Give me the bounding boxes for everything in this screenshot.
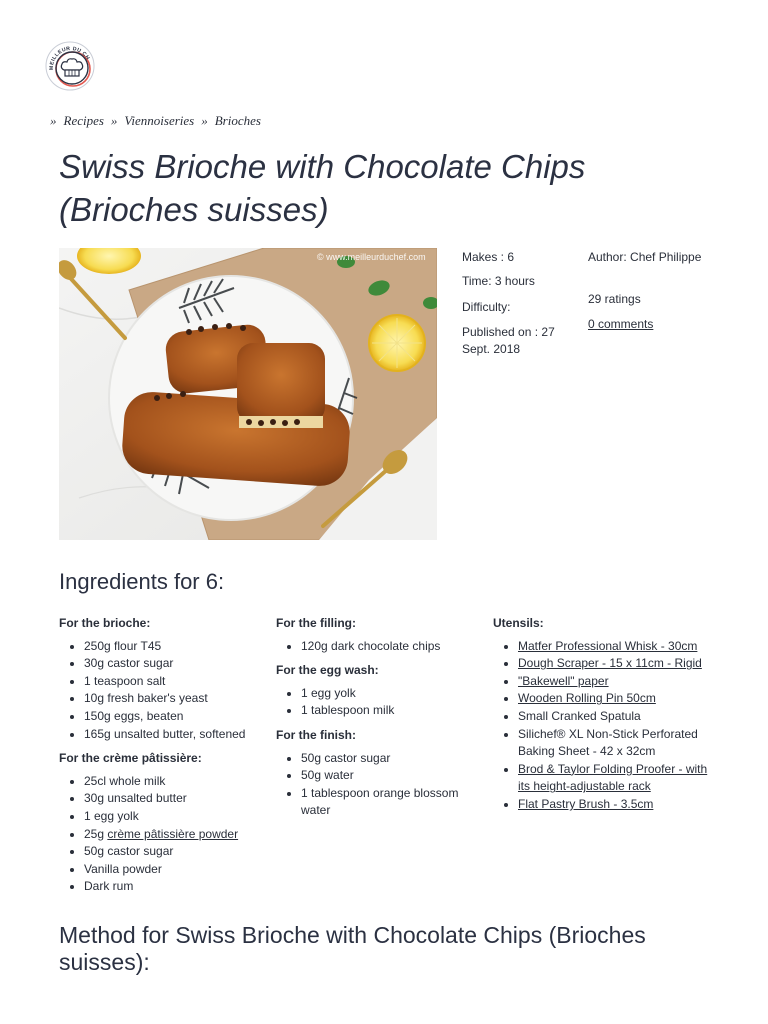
ingredient-item [301,638,486,656]
meta-ratings: 29 ratings [588,292,641,306]
ingredient-text: 1 egg yolk [301,685,356,700]
product-link[interactable]: Matfer Professional Whisk - 30cm [518,638,698,653]
ingredient-text: 1 teaspoon salt [84,673,166,688]
ingredient-text: Vanilla powder [84,861,162,876]
meta-difficulty: Difficulty: [462,300,511,314]
ingredient-group-heading: For the brioche: [59,616,151,630]
breadcrumb-separator: » [201,113,208,128]
ingredient-list [59,773,269,896]
meta-time: Time: 3 hours [462,274,535,288]
ingredient-group-heading: For the finish: [276,727,356,742]
chef-hat-icon [44,40,96,92]
ingredient-item [84,690,269,708]
ingredient-text: 30g castor sugar [84,656,174,671]
brioche-photo-illustration [59,248,437,540]
ingredient-item [84,638,269,656]
product-link[interactable]: crème pâtissière powder [107,826,239,841]
ingredient-group-heading: For the filling: [276,616,356,630]
product-link[interactable]: Wooden Rolling Pin 50cm [518,691,656,706]
ingredient-text: 165g unsalted butter, softened [84,726,246,741]
ingredient-text: Dark rum [84,879,134,894]
ingredient-list [276,685,486,720]
logo-text: MEILLEUR DU CH [48,45,91,71]
utensils-column [493,615,708,821]
breadcrumb-viennoiseries[interactable]: Viennoiseries [124,113,195,128]
ingredient-item [301,767,486,785]
ingredient-text: 50g water [301,768,354,783]
ingredient-list [59,638,269,744]
ingredient-item [518,761,708,796]
meta-comments [588,316,653,333]
ingredient-text: Silichef® XL Non-Stick Perforated Baking Sheet - 42 x 32cm [518,726,698,759]
meta-makes: Makes : 6 [462,250,515,264]
breadcrumb-separator: » [110,113,118,128]
ingredient-text: 50g castor sugar [301,750,391,765]
ingredient-item [518,673,708,691]
ingredient-text: 25cl whole milk [84,773,166,788]
ingredient-item [301,702,486,720]
ingredient-text: 25g [84,826,108,841]
page-title: Swiss Brioche with Chocolate Chips (Brioches suisses) [59,148,586,228]
ingredient-group-heading: Utensils: [493,616,544,630]
product-link[interactable]: "Bakewell" paper [518,673,609,688]
ingredients-column-1 [59,615,269,903]
ingredients-column-2 [276,615,486,827]
product-link[interactable]: Dough Scraper - 15 x 11cm - Rigid [518,656,702,671]
ingredient-group-heading: For the crème pâtissière: [59,751,202,766]
recipe-photo[interactable] [59,248,437,540]
ingredient-text: 120g dark chocolate chips [301,638,441,653]
ingredient-item [84,655,269,673]
ingredient-item [84,673,269,691]
ingredient-item [518,726,708,761]
ingredient-text: 1 tablespoon milk [301,703,395,718]
ingredient-list [276,750,486,820]
ingredient-text: 10g fresh baker's yeast [84,691,208,706]
ingredient-text: 1 tablespoon orange blossom water [301,785,459,818]
meta-author: Author: Chef Philippe [588,250,702,264]
ingredient-text: 50g castor sugar [84,844,174,859]
breadcrumb-recipes[interactable]: Recipes [63,113,104,128]
ingredient-item [84,708,269,726]
comments-link[interactable]: 0 comments [588,317,654,331]
ingredient-item [301,750,486,768]
ingredient-item [518,690,708,708]
ingredient-item [301,785,486,820]
ingredients-heading: Ingredients for 6: [59,569,225,594]
ingredient-item [84,790,269,808]
ingredient-item [518,638,708,656]
ingredient-item [518,708,708,726]
ingredient-text: 250g flour T45 [84,638,162,653]
ingredient-group-heading: For the egg wash: [276,663,379,678]
ingredient-item [84,843,269,861]
ingredient-item [301,685,486,703]
ingredient-item [84,773,269,791]
ingredient-item [518,796,708,814]
method-heading: Method for Swiss Brioche with Chocolate Chips (Brioches suisses): [59,922,646,975]
ingredient-item [84,861,269,879]
ingredient-item [84,826,269,844]
ingredient-text: 1 egg yolk [84,808,139,823]
ingredient-list [276,638,486,656]
ingredient-list [493,638,708,814]
ingredient-item [84,808,269,826]
ingredient-text: Small Cranked Spatula [518,708,641,723]
breadcrumb [50,113,261,129]
photo-watermark: © www.meilleurduchef.com [317,252,426,262]
site-logo[interactable] [44,40,96,92]
ingredient-text: 30g unsalted butter [84,791,187,806]
meta-published: Published on : 27 Sept. 2018 [462,325,555,356]
ingredient-item [84,878,269,896]
breadcrumb-brioches[interactable]: Brioches [214,113,261,128]
ingredient-text: 150g eggs, beaten [84,708,184,723]
product-link[interactable]: Brod & Taylor Folding Proofer - with its height-adjustable rack [518,761,708,794]
ingredient-item [84,726,269,744]
ingredient-item [518,655,708,673]
breadcrumb-separator: » [50,113,57,128]
product-link[interactable]: Flat Pastry Brush - 3.5cm [518,796,654,811]
